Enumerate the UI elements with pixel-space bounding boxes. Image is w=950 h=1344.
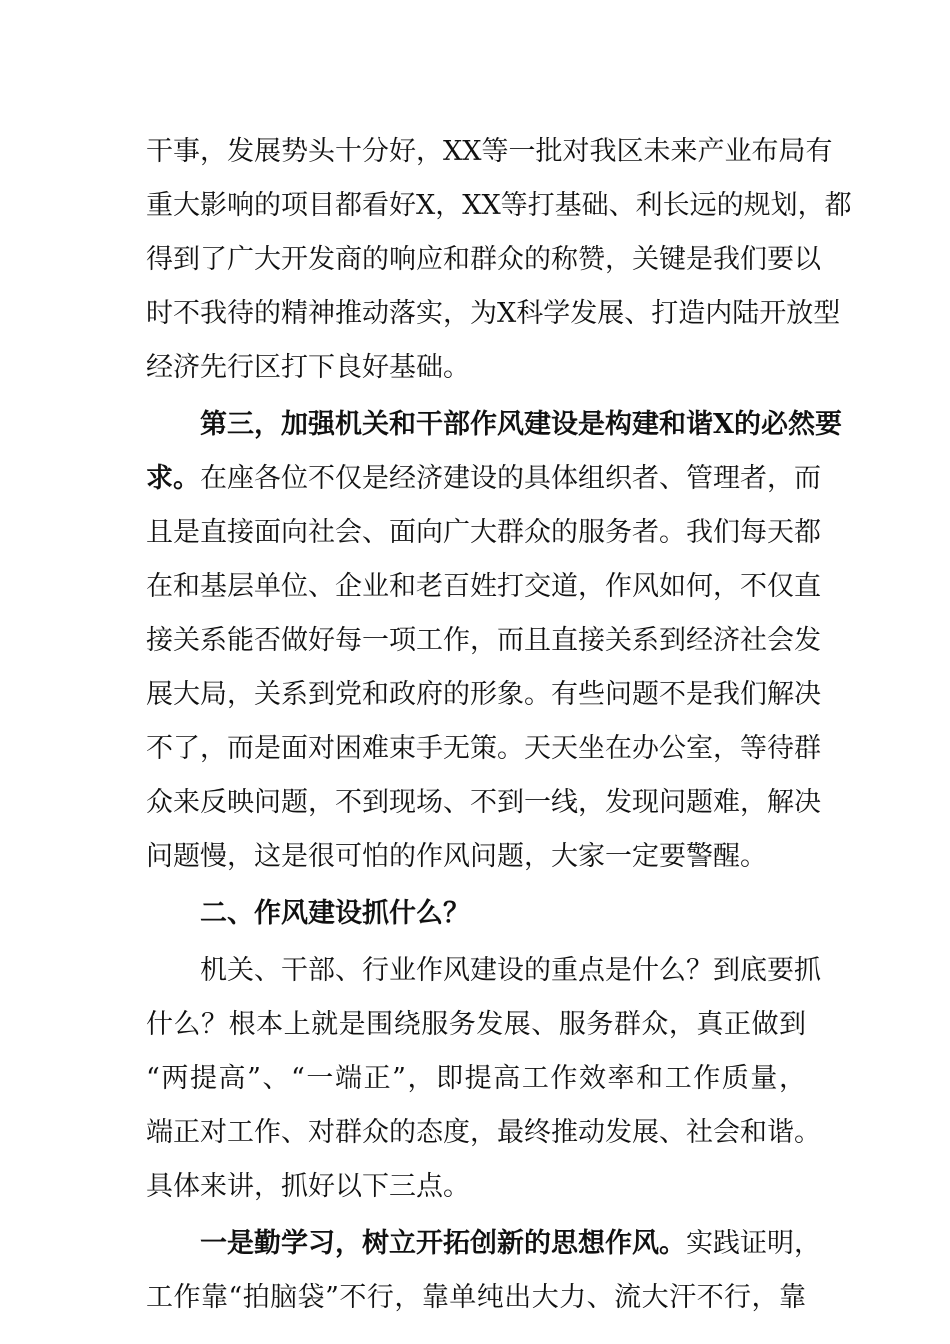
paragraph-line: 机关、干部、行业作风建设的重点是什么？到底要抓 [200, 955, 821, 986]
section-heading: 二、作风建设抓什么？ [200, 898, 470, 929]
paragraph-line: 得到了广大开发商的响应和群众的称赞，关键是我们要以 [146, 244, 821, 275]
paragraph-bold-lead-end: 求。 [146, 463, 200, 494]
paragraph-line: 问题慢，这是很可怕的作风问题，大家一定要警醒。 [146, 841, 767, 872]
paragraph-line: 干事，发展势头十分好，XX等一批对我区未来产业布局有 [146, 136, 833, 167]
paragraph-line: 时不我待的精神推动落实，为X科学发展、打造内陆开放型 [146, 298, 841, 329]
paragraph-line: 工作靠“拍脑袋”不行，靠单纯出大力、流大汗不行，靠 [146, 1282, 806, 1313]
paragraph-line-text: 实践证明， [686, 1228, 821, 1259]
paragraph-line: 众来反映问题，不到现场、不到一线，发现问题难，解决 [146, 787, 821, 818]
paragraph-line: 具体来讲，抓好以下三点。 [146, 1171, 470, 1202]
paragraph-line: 且是直接面向社会、面向广大群众的服务者。我们每天都 [146, 517, 821, 548]
paragraph-line: 重大影响的项目都看好X，XX等打基础、利长远的规划，都 [146, 190, 852, 221]
paragraph-bold-lead: 一是勤学习，树立开拓创新的思想作风。 [200, 1228, 686, 1259]
paragraph-line: 展大局，关系到党和政府的形象。有些问题不是我们解决 [146, 679, 821, 710]
paragraph-bold-lead: 第三，加强机关和干部作风建设是构建和谐X的必然要 [200, 409, 842, 440]
paragraph-line: 什么？根本上就是围绕服务发展、服务群众，真正做到 [146, 1009, 806, 1040]
paragraph-line [146, 452, 821, 506]
paragraph-line: 接关系能否做好每一项工作，而且直接关系到经济社会发 [146, 625, 821, 656]
paragraph-line: 不了，而是面对困难束手无策。天天坐在办公室，等待群 [146, 733, 821, 764]
paragraph-line: 在和基层单位、企业和老百姓打交道，作风如何，不仅直 [146, 571, 821, 602]
paragraph-line: “两提高”、“一端正”，即提高工作效率和工作质量， [146, 1063, 806, 1094]
paragraph-line: 端正对工作、对群众的态度，最终推动发展、社会和谐。 [146, 1117, 821, 1148]
paragraph-line-text: 在座各位不仅是经济建设的具体组织者、管理者，而 [200, 463, 821, 494]
paragraph-line: 经济先行区打下良好基础。 [146, 352, 470, 383]
paragraph-line [200, 1217, 821, 1271]
